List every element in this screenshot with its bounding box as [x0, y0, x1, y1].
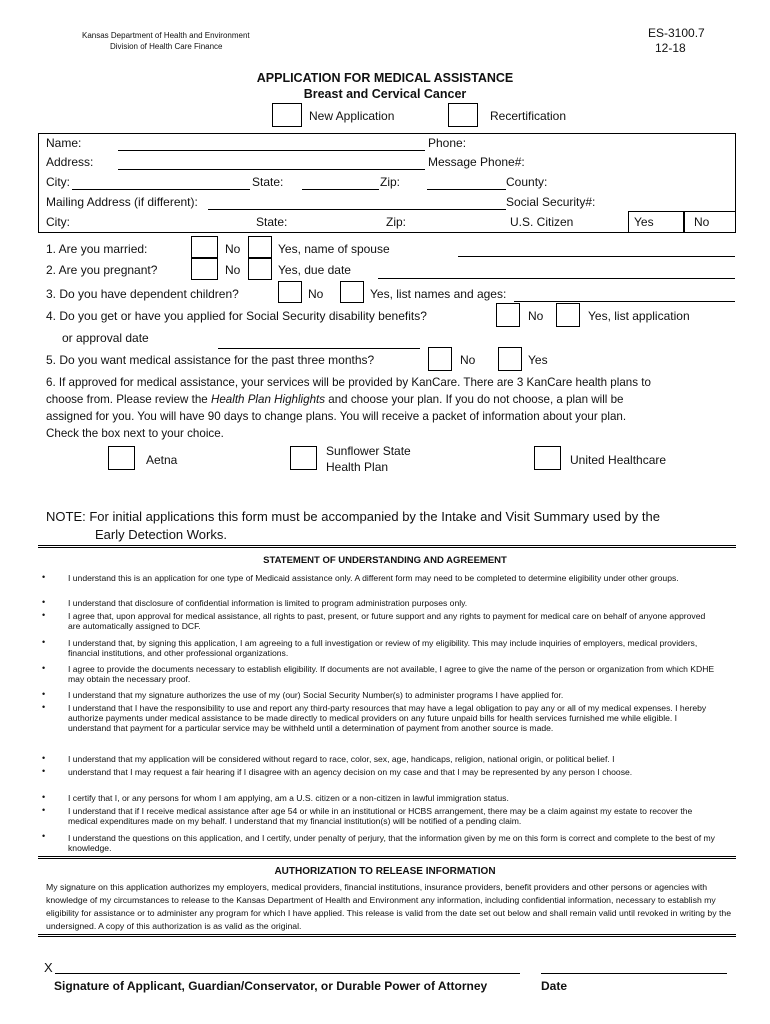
us-citizen-label: U.S. Citizen — [510, 215, 574, 229]
bullet: • — [42, 831, 46, 841]
q6-line-4: Check the box next to your choice. — [46, 427, 224, 440]
q1-label: 1. Are you married: — [46, 242, 148, 256]
q6-line-1: 6. If approved for medical assistance, your services will be provided by KanCare. There are 3 KanCare health plans to — [46, 376, 651, 389]
new-application-label: New Application — [309, 109, 395, 123]
zip-field[interactable] — [427, 189, 506, 190]
statement-item-3: I agree that, upon approval for medical assistance, all rights to past, present, or future support and any rights to payment for medical care on behalf of anyone approved are automatically assigned to DCF. — [68, 611, 706, 631]
page-subtitle: Breast and Cervical Cancer — [303, 87, 467, 101]
statement-item-5: I agree to provide the documents necessary to establish eligibility. If documents are not available, I agree to give the name of the person or organization from which KDHE may obtain the necessary proof. — [68, 664, 715, 684]
q1-no-label: No — [225, 242, 241, 256]
recertification-label: Recertification — [490, 109, 567, 123]
divider-top — [38, 545, 736, 548]
authorization-title: AUTHORIZATION TO RELEASE INFORMATION — [274, 866, 496, 877]
divider-mid — [38, 856, 736, 859]
date-field[interactable] — [541, 973, 727, 974]
signature-label: Signature of Applicant, Guardian/Conservator, or Durable Power of Attorney — [54, 979, 488, 993]
new-application-checkbox[interactable] — [272, 103, 302, 127]
address-field[interactable] — [118, 169, 425, 170]
bullet: • — [42, 702, 46, 712]
q3-no-checkbox[interactable] — [278, 281, 302, 303]
approval-date-field[interactable] — [218, 348, 420, 349]
statement-item-4: I understand that, by signing this application, I am agreeing to a full investigation or review of my eligibility. This may include inquiries of employers, medical providers, financial institutions, and other professional organizations. — [68, 638, 698, 658]
bullet: • — [42, 766, 46, 776]
q5-yes-label: Yes — [528, 353, 548, 367]
form-date: 12-18 — [655, 41, 686, 55]
q6-line-2-pre: choose from. Please review the — [46, 393, 211, 406]
state-label: State: — [252, 175, 284, 189]
name-field[interactable] — [118, 150, 425, 151]
citizen-yes-label: Yes — [634, 215, 654, 229]
due-date-field[interactable] — [378, 278, 735, 279]
bullet: • — [42, 663, 46, 673]
authorization-text: My signature on this application authorizes my employers, medical providers, financial institutions, insurance providers, benefit providers and other persons or agencies with knowledge of my circumstances to release to the Kansas Department of Health and Environment any information, including confidential information, necessary to establish my eligibility for assistance or to administer any program for which I have applied. This release is valid from the date set out below and shall remain valid until revoked in writing by the undersigned. A copy of this authorization is as valid as the original. — [46, 882, 732, 931]
statement-item-11: I understand that if I receive medical assistance after age 54 or while in an institutional or HCBS arrangement, there may be a claim against my estate to recover the medical expenditures made on my behalf. I understand that my financial institution(s) will be notified of a pending claim. — [68, 806, 693, 826]
q5-label: 5. Do you want medical assistance for the past three months? — [46, 353, 375, 367]
spouse-name-field[interactable] — [458, 256, 735, 257]
q1-yes-label: Yes, name of spouse — [278, 242, 390, 256]
sunflower-label-2: Health Plan — [326, 460, 389, 474]
statement-item-1: I understand this is an application for one type of Medicaid assistance only. A different form may need to be completed to determine eligibility under other groups. — [68, 573, 679, 583]
division-name: Division of Health Care Finance — [110, 42, 223, 51]
bullet: • — [42, 610, 46, 620]
bullet: • — [42, 792, 46, 802]
page-title: APPLICATION FOR MEDICAL ASSISTANCE — [256, 71, 514, 85]
statement-item-6: I understand that my signature authorizes the use of my (our) Social Security Number(s) to administer programs I have applied for. — [68, 690, 564, 700]
statement-title: STATEMENT OF UNDERSTANDING AND AGREEMENT — [263, 555, 507, 566]
city2-label: City: — [46, 215, 70, 229]
q6-line-2 — [46, 393, 623, 406]
q2-no-checkbox[interactable] — [191, 258, 218, 280]
message-phone-label: Message Phone#: — [428, 155, 525, 169]
phone-label: Phone: — [428, 136, 467, 150]
q5-no-checkbox[interactable] — [428, 347, 452, 371]
date-label: Date — [541, 979, 568, 993]
statement-item-10: I certify that I, or any persons for whom I am applying, am a U.S. citizen or a non-citizen in lawful immigration status. — [68, 793, 509, 803]
q4-no-label: No — [528, 309, 544, 323]
q3-yes-label: Yes, list names and ages: — [370, 287, 507, 301]
statement-item-8: I understand that my application will be considered without regard to race, color, sex, age, handicaps, religion, national origin, or political belief. I — [68, 754, 615, 764]
bullet: • — [42, 637, 46, 647]
statement-item-2: I understand that disclosure of confidential information is limited to program administration purposes only. — [68, 598, 468, 608]
children-field[interactable] — [514, 301, 735, 302]
bullet: • — [42, 597, 46, 607]
bullet: • — [42, 689, 46, 699]
city-field[interactable] — [72, 189, 250, 190]
q1-no-checkbox[interactable] — [191, 236, 218, 258]
citizen-no-label: No — [694, 215, 710, 229]
q4-label: 4. Do you get or have you applied for Social Security disability benefits? — [46, 309, 427, 323]
bullet: • — [42, 753, 46, 763]
signature-field[interactable] — [55, 973, 520, 974]
q2-yes-label: Yes, due date — [278, 263, 351, 277]
citizen-no-checkbox[interactable] — [684, 211, 736, 233]
q1-yes-checkbox[interactable] — [248, 236, 272, 258]
zip-label: Zip: — [380, 175, 401, 189]
mailing-address-field[interactable] — [208, 209, 506, 210]
note-line-2: Early Detection Works. — [95, 527, 227, 542]
q6-line-2-post: and choose your plan. If you do not choose, a plan will be — [325, 393, 624, 406]
bullet: • — [42, 572, 46, 582]
note-line-1: NOTE: For initial applications this form must be accompanied by the Intake and Visit Summary used by the — [46, 509, 660, 524]
q4-yes-label: Yes, list application — [588, 309, 690, 323]
form-number: ES-3100.7 — [648, 26, 705, 40]
q2-yes-checkbox[interactable] — [248, 258, 272, 280]
statement-item-9: understand that I may request a fair hearing if I disagree with an agency decision on my case and that I may be represented by any person I choose. — [68, 767, 633, 777]
united-checkbox[interactable] — [534, 446, 561, 470]
signature-x: X — [44, 960, 53, 975]
sunflower-checkbox[interactable] — [290, 446, 317, 470]
aetna-checkbox[interactable] — [108, 446, 135, 470]
statement-item-12: I understand the questions on this application, and I certify, under penalty of perjury, that the information given by me on this form is correct and complete to the best of my knowledge. — [68, 833, 715, 853]
bullet: • — [42, 805, 46, 815]
city-label: City: — [46, 175, 70, 189]
zip2-label: Zip: — [386, 215, 407, 229]
statement-item-7: I understand that I have the responsibility to use and report any third-party resources that may have a legal obligation to pay any or all of my medical expenses. I hereby authorize payments under medical assistance to be made directly to medical providers on any future unpaid bills for health services furnished me while eligible. I understand that payment for a particular service may be withheld until a determination of payment from another source is made. — [68, 703, 707, 733]
agency-name: Kansas Department of Health and Environment — [82, 31, 250, 40]
q6-line-3: assigned for you. You will have 90 days to change plans. You will receive a packet of information about your plan. — [46, 410, 627, 423]
q2-label: 2. Are you pregnant? — [46, 263, 158, 277]
q3-label: 3. Do you have dependent children? — [46, 287, 239, 301]
aetna-label: Aetna — [146, 453, 178, 467]
divider-bottom — [38, 934, 736, 937]
united-label: United Healthcare — [570, 453, 667, 467]
q5-yes-checkbox[interactable] — [498, 347, 522, 371]
mailing-address-label: Mailing Address (if different): — [46, 195, 198, 209]
q3-no-label: No — [308, 287, 324, 301]
county-label: County: — [506, 175, 548, 189]
address-label: Address: — [46, 155, 94, 169]
q5-no-label: No — [460, 353, 476, 367]
recertification-checkbox[interactable] — [448, 103, 478, 127]
q4-yes-checkbox[interactable] — [556, 303, 580, 327]
q4-cont-label: or approval date — [62, 331, 149, 345]
state-field[interactable] — [302, 189, 379, 190]
ssn-label: Social Security#: — [506, 195, 596, 209]
health-plan-highlights: Health Plan Highlights — [210, 393, 326, 406]
sunflower-label-1: Sunflower State — [326, 444, 411, 458]
name-label: Name: — [46, 136, 82, 150]
q3-yes-checkbox[interactable] — [340, 281, 364, 303]
q2-no-label: No — [225, 263, 241, 277]
state2-label: State: — [256, 215, 288, 229]
q4-no-checkbox[interactable] — [496, 303, 520, 327]
